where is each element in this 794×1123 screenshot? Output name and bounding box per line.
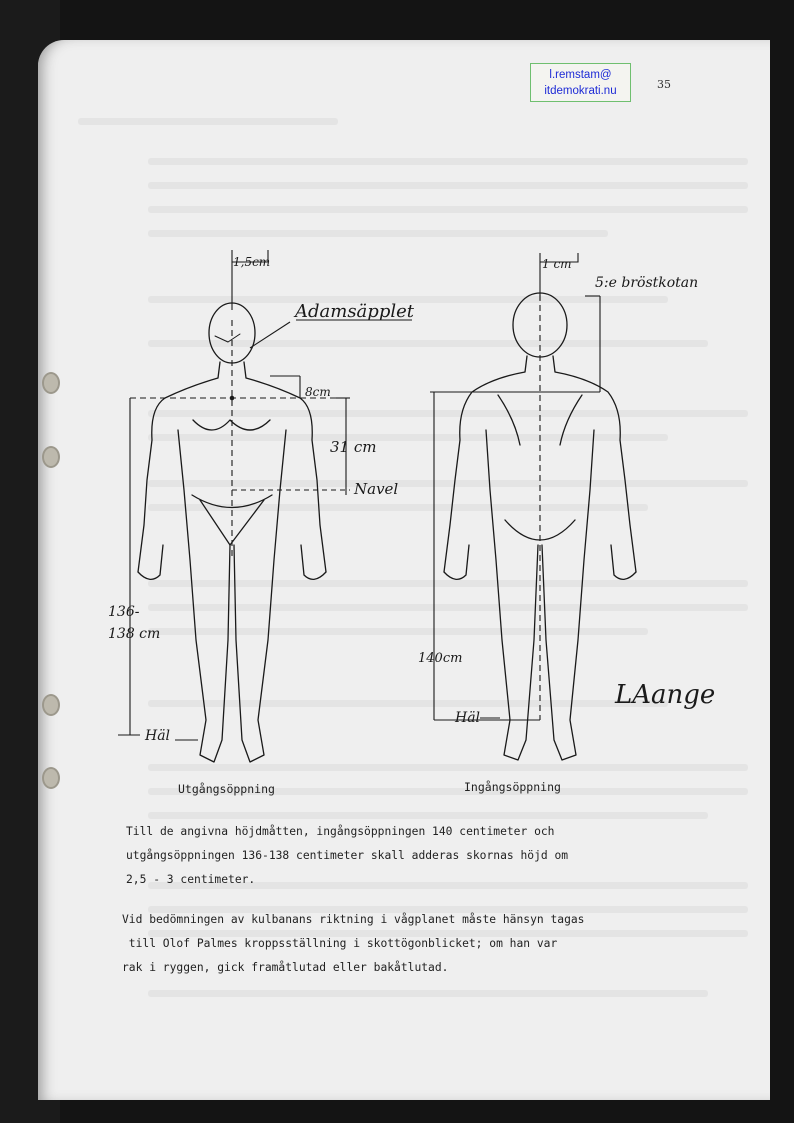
- paragraph-line: till Olof Palmes kroppsställning i skottögonblicket; om han var: [122, 937, 558, 950]
- front-top-offset-label: 1,5cm: [233, 255, 271, 269]
- front-height-line2: 138 cm: [108, 626, 161, 642]
- adams-apple-label: Adamsäpplet: [295, 301, 414, 322]
- paragraph-line: rak i ryggen, gick framåtlutad eller bakåtlutad.: [122, 961, 449, 974]
- front-heel-label: Häl: [145, 728, 171, 744]
- shoulder-width-label: 8cm: [305, 385, 331, 399]
- back-heel-label: Häl: [455, 710, 481, 726]
- navel-label: Navel: [354, 480, 399, 498]
- paragraph-line: Till de angivna höjdmåtten, ingångsöppningen 140 centimeter och: [126, 825, 555, 838]
- front-caption: Utgångsöppning: [178, 782, 275, 796]
- torso-height-label: 31 cm: [330, 438, 377, 456]
- vertebra-label: 5:e bröstkotan: [595, 275, 699, 291]
- paragraph-body-posture: [122, 908, 585, 980]
- page-number: 35: [657, 78, 671, 91]
- back-caption: Ingångsöppning: [464, 780, 561, 794]
- shoulder-point: [230, 396, 235, 401]
- stamp-line-1: l.remstam@: [549, 69, 612, 81]
- stamp-line-2: itdemokrati.nu: [544, 85, 617, 97]
- paragraph-line: utgångsöppningen 136-138 centimeter skall adderas skornas höjd om: [126, 849, 569, 862]
- paragraph-line: 2,5 - 3 centimeter.: [126, 873, 256, 886]
- signature: LAange: [615, 680, 716, 710]
- paragraph-line: Vid bedömningen av kulbanans riktning i vågplanet måste hänsyn tagas: [122, 913, 585, 926]
- back-height-label: 140cm: [418, 651, 463, 666]
- back-top-offset-label: 1 cm: [542, 257, 572, 271]
- paragraph-shoe-height: [126, 820, 568, 892]
- front-height-line1: 136-: [108, 604, 140, 620]
